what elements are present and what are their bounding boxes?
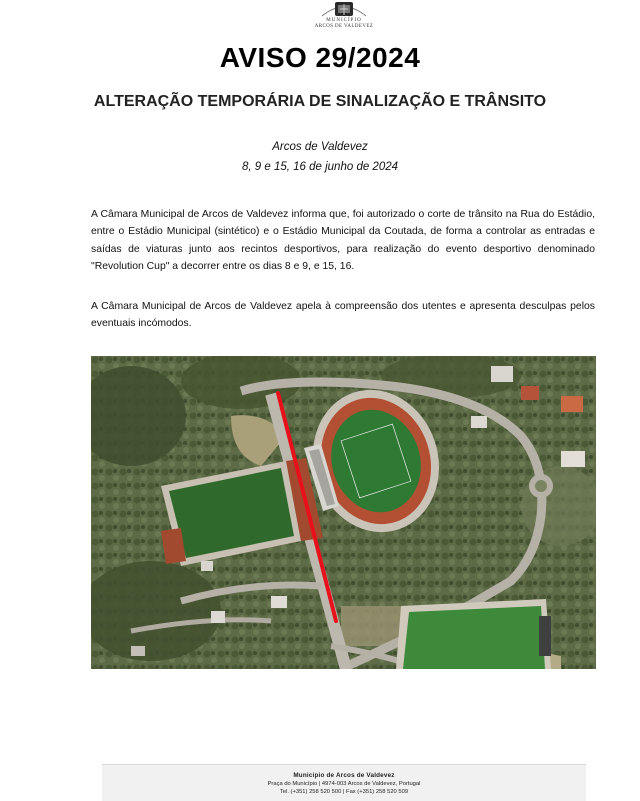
notice-subtitle: ALTERAÇÃO TEMPORÁRIA DE SINALIZAÇÃO E TRÂNSITO: [93, 93, 547, 110]
coat-of-arms-icon: [308, 0, 380, 18]
page-footer: [102, 764, 586, 801]
aerial-map-image: [91, 356, 596, 669]
notice-title: AVISO 29/2024: [219, 42, 421, 73]
notice-paragraph-1: A Câmara Municipal de Arcos de Valdevez informa que, foi autorizado o corte de trânsito na Rua do Estádio, entre o Estádio Municipal (sintético) e o Estádio Municipal da Coutada, de forma a controlar as entradas e saídas de viaturas junto aos recintos desportivos, para realização do evento desportivo denominado "Revolution Cup" a decorrer entre os dias 8 e 9, e 15, 16.: [91, 209, 595, 272]
footer-municipality-name: Município de Arcos de Valdevez: [293, 772, 395, 779]
logo-word-bottom: ARCOS DE VALDEVEZ: [314, 24, 374, 29]
notice-dates: 8, 9 e 15, 16 de junho de 2024: [241, 161, 399, 173]
notice-paragraph-2: A Câmara Municipal de Arcos de Valdevez apela à compreensão dos utentes e apresenta desculpas pelos eventuais incómodos.: [91, 301, 595, 330]
aerial-map: [91, 356, 596, 669]
notice-place: Arcos de Valdevez: [272, 141, 368, 153]
logo-word-top: MUNICÍPIO: [326, 18, 362, 23]
municipality-logo: [308, 0, 380, 30]
footer-contacts: Tel. (+351) 258 520 500 | Fax (+351) 258 520 509: [279, 789, 409, 795]
footer-address: Praça do Município | 4974-003 Arcos de Valdevez, Portugal: [267, 781, 421, 787]
